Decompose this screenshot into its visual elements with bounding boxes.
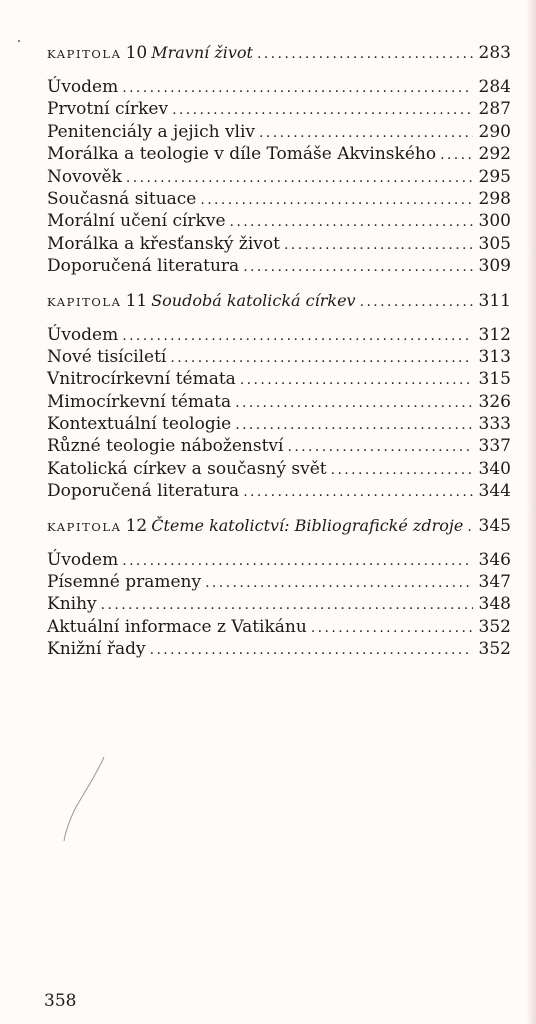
toc-entry bbox=[47, 638, 511, 660]
dot-leader bbox=[200, 189, 472, 211]
dot-leader bbox=[122, 550, 472, 572]
dot-leader bbox=[235, 414, 472, 436]
entry-page: 348 bbox=[478, 594, 511, 615]
entry-title: Mimocírkevní témata bbox=[47, 391, 232, 412]
chapter-page: 283 bbox=[478, 43, 511, 63]
toc-entry bbox=[47, 458, 511, 480]
toc-entry bbox=[47, 98, 511, 120]
entry-title: Knižní řady bbox=[47, 639, 146, 660]
entry-title: Různé teologie náboženství bbox=[47, 436, 284, 457]
chapter-10 bbox=[47, 42, 511, 278]
entry-title: Doporučená literatura bbox=[47, 481, 240, 502]
entry-title: Morálka a křesťanský život bbox=[47, 233, 280, 254]
toc-entry bbox=[47, 616, 511, 638]
dot-leader bbox=[150, 639, 473, 661]
chapter-heading bbox=[47, 515, 511, 539]
toc-entry bbox=[47, 413, 511, 435]
entry-title: Prvotní církev bbox=[47, 99, 169, 120]
entry-page: 347 bbox=[478, 572, 511, 593]
dot-leader bbox=[360, 291, 473, 313]
entry-page: 346 bbox=[478, 549, 511, 570]
dot-leader bbox=[122, 77, 472, 99]
dot-leader bbox=[172, 99, 472, 121]
entry-title: Úvodem bbox=[47, 324, 119, 345]
entry-title: Aktuální informace z Vatikánu bbox=[47, 616, 307, 637]
entry-page: 295 bbox=[478, 166, 511, 187]
dot-leader bbox=[243, 256, 472, 278]
entry-title: Současná situace bbox=[47, 188, 197, 209]
toc-entry bbox=[47, 391, 511, 413]
entry-page: 326 bbox=[478, 391, 511, 412]
entry-page: 340 bbox=[478, 458, 511, 479]
dot-leader bbox=[126, 167, 473, 189]
chapter-title: Mravní život bbox=[151, 43, 253, 62]
entry-page: 287 bbox=[478, 99, 511, 120]
dot-leader bbox=[101, 594, 473, 616]
toc-entry bbox=[47, 143, 511, 165]
entry-title: Nové tisíciletí bbox=[47, 346, 167, 367]
toc-entry bbox=[47, 166, 511, 188]
dot-leader bbox=[331, 459, 473, 481]
dot-leader bbox=[259, 122, 473, 144]
entry-title: Penitenciály a jejich vliv bbox=[47, 121, 256, 142]
dot-leader bbox=[243, 481, 472, 503]
ink-speck bbox=[18, 40, 20, 42]
entry-page: 333 bbox=[478, 414, 511, 435]
entry-title: Katolická církev a současný svět bbox=[47, 458, 327, 479]
entry-page: 344 bbox=[478, 481, 511, 502]
toc-entry bbox=[47, 593, 511, 615]
dot-leader bbox=[284, 234, 473, 256]
dot-leader bbox=[257, 43, 473, 65]
toc-entry bbox=[47, 480, 511, 502]
entry-page: 298 bbox=[478, 188, 511, 209]
entry-page: 284 bbox=[478, 77, 511, 97]
dot-leader bbox=[205, 572, 472, 594]
chapter-page: 345 bbox=[478, 515, 511, 536]
entry-page: 300 bbox=[478, 211, 511, 232]
chapter-number: 12 bbox=[125, 515, 148, 536]
chapter-number: 11 bbox=[125, 290, 148, 311]
page-edge-shadow bbox=[526, 0, 536, 1024]
entry-title: Úvodem bbox=[47, 549, 119, 570]
entry-title: Vnitrocírkevní témata bbox=[47, 369, 236, 390]
entry-page: 292 bbox=[478, 144, 511, 165]
toc-entry bbox=[47, 571, 511, 593]
chapter-number: 10 bbox=[125, 43, 148, 63]
entry-title: Knihy bbox=[47, 594, 97, 615]
chapter-title: Soudobá katolická církev bbox=[151, 290, 356, 310]
entry-page: 309 bbox=[478, 256, 511, 277]
dot-leader bbox=[311, 617, 473, 639]
chapter-page: 311 bbox=[478, 290, 511, 311]
entry-page: 305 bbox=[478, 233, 511, 254]
chapter-label: KAPITOLA bbox=[47, 47, 122, 61]
chapter-11 bbox=[47, 290, 511, 503]
entry-page: 313 bbox=[478, 346, 511, 367]
toc-entry bbox=[47, 121, 511, 143]
toc-entry bbox=[47, 435, 511, 457]
entry-page: 315 bbox=[478, 369, 511, 390]
toc-entry bbox=[47, 549, 511, 571]
dot-leader bbox=[240, 369, 473, 391]
entry-title: Kontextuální teologie bbox=[47, 414, 232, 435]
entry-page: 352 bbox=[478, 616, 511, 637]
page-number: 358 bbox=[44, 991, 77, 1011]
dot-leader bbox=[440, 144, 472, 166]
entry-page: 337 bbox=[478, 436, 511, 457]
entry-title: Úvodem bbox=[47, 77, 119, 97]
table-of-contents bbox=[47, 42, 511, 673]
toc-entry bbox=[47, 346, 511, 368]
dot-leader bbox=[235, 392, 472, 414]
dot-leader bbox=[170, 347, 472, 369]
chapter-label: KAPITOLA bbox=[47, 294, 122, 309]
entry-title: Morální učení církve bbox=[47, 211, 226, 232]
entry-title: Písemné prameny bbox=[47, 572, 202, 593]
chapter-title: Čteme katolictví: Bibliografické zdroje bbox=[151, 515, 464, 535]
toc-entry bbox=[47, 255, 511, 277]
toc-entry bbox=[47, 188, 511, 210]
entry-title: Doporučená literatura bbox=[47, 256, 240, 277]
chapter-12 bbox=[47, 515, 511, 661]
entry-title: Novověk bbox=[47, 166, 122, 187]
toc-entry bbox=[47, 76, 511, 98]
dot-leader bbox=[122, 325, 472, 347]
pencil-mark bbox=[60, 755, 110, 845]
toc-entry bbox=[47, 368, 511, 390]
entry-page: 290 bbox=[478, 121, 511, 142]
entry-page: 352 bbox=[478, 639, 511, 660]
chapter-label: KAPITOLA bbox=[47, 519, 122, 534]
entry-page: 312 bbox=[478, 324, 511, 345]
entry-title: Morálka a teologie v díle Tomáše Akvinského bbox=[47, 144, 437, 165]
chapter-heading bbox=[47, 290, 511, 314]
toc-entry bbox=[47, 324, 511, 346]
toc-entry bbox=[47, 210, 511, 232]
dot-leader bbox=[230, 211, 473, 233]
dot-leader bbox=[287, 436, 472, 458]
chapter-heading bbox=[47, 42, 511, 66]
toc-entry bbox=[47, 233, 511, 255]
